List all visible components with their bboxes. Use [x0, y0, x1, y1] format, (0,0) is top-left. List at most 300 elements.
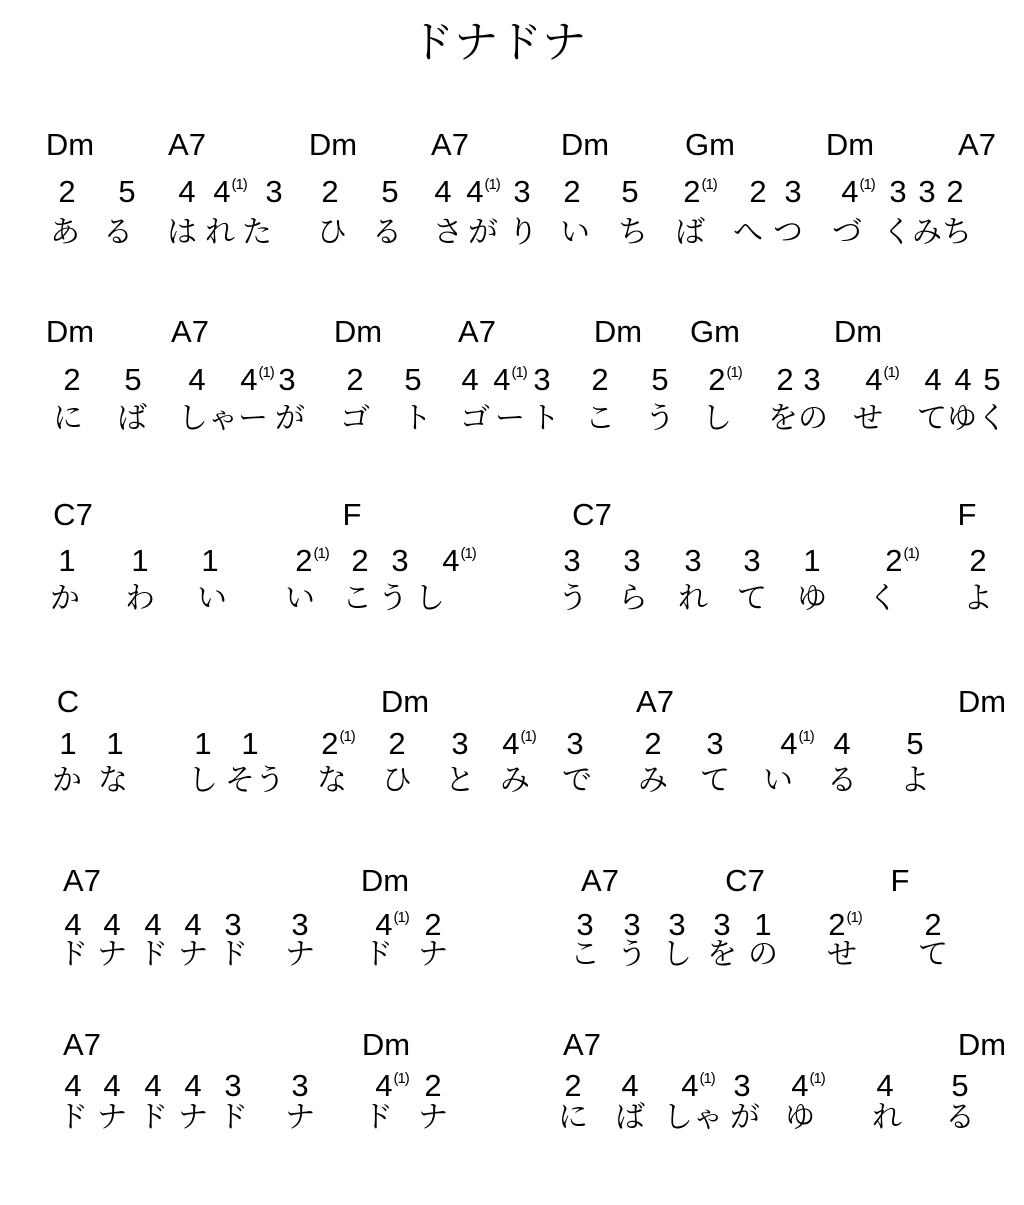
note-number-text: 1: [106, 725, 124, 761]
note-number-text: 5: [651, 361, 669, 397]
chord-label: [825, 126, 875, 162]
lyric-syllable-text: が: [468, 216, 498, 249]
lyric-syllable: [615, 1103, 645, 1133]
lyric-syllable: [737, 584, 767, 614]
note-number-text: 2: [828, 906, 846, 942]
lyric-syllable: [402, 404, 432, 434]
lyric-syllable-text: こ: [570, 938, 600, 971]
lyric-syllable: [617, 940, 647, 970]
lyric-syllable: [868, 584, 898, 614]
note-number-text: 1: [241, 725, 259, 761]
note-number-text: 4: [64, 1067, 82, 1103]
lyric-syllable-text: い: [560, 216, 590, 249]
fingering-annotation: (1): [701, 175, 717, 193]
fingering-annotation: (1): [484, 175, 500, 193]
note-number-text: 2: [924, 906, 942, 942]
chord-label: [458, 313, 496, 349]
chord-label-text: Dm: [593, 313, 643, 349]
note-number: [876, 1067, 894, 1103]
lyric-syllable: [178, 404, 238, 434]
note-number: [58, 173, 76, 209]
lyric-syllable-text: そう: [225, 764, 285, 797]
lyric-syllable: [117, 404, 147, 434]
chord-label: [45, 126, 95, 162]
lyric-syllable-text: ナ: [418, 938, 448, 971]
note-number-text: 3: [623, 542, 641, 578]
chord-label: [957, 496, 977, 532]
lyric-syllable: [947, 404, 977, 434]
chord-label: [833, 313, 883, 349]
note-number: [194, 725, 212, 761]
note-number-text: 2: [969, 542, 987, 578]
note-number-text: 4: [178, 173, 196, 209]
note-number: [321, 725, 355, 761]
lyric-syllable-text: な: [317, 764, 347, 797]
fingering-annotation: (1): [460, 544, 476, 562]
note-number-text: 3: [713, 906, 731, 942]
lyric-syllable: [468, 218, 498, 248]
lyric-syllable: [178, 940, 208, 970]
lyric-syllable: [827, 766, 857, 796]
note-number-text: 3: [513, 173, 531, 209]
note-number: [442, 542, 476, 578]
note-number-text: 3: [706, 725, 724, 761]
chord-label: [63, 1026, 101, 1062]
note-number-text: 4: [103, 1067, 121, 1103]
note-number: [713, 906, 731, 942]
lyric-syllable: [530, 404, 560, 434]
lyric-syllable-text: ト: [530, 402, 560, 435]
chord-label: [431, 126, 469, 162]
note-number: [754, 906, 772, 942]
lyric-syllable-text: ナ: [178, 1101, 208, 1134]
note-number: [321, 173, 339, 209]
lyric-syllable: [560, 218, 590, 248]
note-number-text: 3: [784, 173, 802, 209]
lyric-syllable: [570, 940, 600, 970]
lyric-syllable-text: う: [617, 938, 647, 971]
lyric-syllable: [285, 584, 315, 614]
lyric-syllable-text: ト: [402, 402, 432, 435]
lyric-syllable: [763, 766, 793, 796]
lyric-syllable-text: て: [917, 402, 947, 435]
lyric-syllable-text: に: [53, 402, 83, 435]
note-number: [241, 725, 259, 761]
lyric-syllable: [678, 584, 708, 614]
note-number-text: 4: [144, 1067, 162, 1103]
chord-label-text: A7: [958, 126, 996, 162]
note-number: [278, 361, 296, 397]
lyric-syllable-text: み: [500, 764, 530, 797]
note-number: [576, 906, 594, 942]
note-number-text: 1: [194, 725, 212, 761]
note-number-text: 5: [404, 361, 422, 397]
note-number: [533, 361, 551, 397]
lyric-syllable: [242, 218, 272, 248]
note-number: [889, 173, 907, 209]
chord-label-text: Dm: [825, 126, 875, 162]
note-number-text: 1: [201, 542, 219, 578]
lyric-syllable: [98, 766, 128, 796]
note-number-text: 4: [780, 725, 798, 761]
lyric-syllable-text: ー: [495, 402, 525, 435]
note-number-text: 4: [493, 361, 511, 397]
lyric-syllable: [700, 766, 730, 796]
lyric-syllable-text: し: [415, 582, 445, 615]
note-number-text: 2: [295, 542, 313, 578]
note-number: [684, 542, 702, 578]
note-number-text: 4: [621, 1067, 639, 1103]
lyric-syllable-text: よ: [963, 582, 993, 615]
lyric-syllable: [138, 940, 168, 970]
lyric-syllable-text: ゆ: [785, 1101, 815, 1134]
lyric-syllable: [963, 584, 993, 614]
note-number-text: 3: [684, 542, 702, 578]
lyric-syllable: [363, 940, 393, 970]
note-number: [708, 361, 742, 397]
note-number-text: 1: [754, 906, 772, 942]
note-number-text: 3: [278, 361, 296, 397]
note-number: [885, 542, 919, 578]
lyric-syllable: [832, 218, 862, 248]
note-number-text: 4: [375, 906, 393, 942]
lyric-syllable-text: り: [508, 216, 538, 249]
lyric-syllable: [618, 584, 648, 614]
lyric-syllable: [97, 1103, 127, 1133]
note-number: [240, 361, 274, 397]
note-number-text: 3: [391, 542, 409, 578]
chord-label-text: Dm: [957, 683, 1007, 719]
chord-label-text: Dm: [333, 313, 383, 349]
lyric-syllable-text: れ: [205, 216, 235, 249]
note-number: [644, 725, 662, 761]
chord-label: [380, 683, 430, 719]
lyric-syllable-text: う: [378, 582, 408, 615]
lyric-syllable-text: る: [372, 216, 402, 249]
lyric-syllable-text: れ: [678, 582, 708, 615]
lyric-syllable: [138, 1103, 168, 1133]
note-number: [224, 906, 242, 942]
lyric-syllable: [197, 584, 227, 614]
note-number-text: 4: [833, 725, 851, 761]
lyric-syllable: [178, 1103, 208, 1133]
lyric-syllable-text: こ: [585, 402, 615, 435]
note-number: [404, 361, 422, 397]
note-number: [213, 173, 247, 209]
lyric-syllable: [340, 404, 370, 434]
note-number-text: 4: [213, 173, 231, 209]
lyric-syllable-text: ド: [138, 1101, 168, 1134]
note-number: [184, 906, 202, 942]
chord-label-text: A7: [63, 1026, 101, 1062]
lyric-syllable: [433, 218, 463, 248]
chord-label: [685, 126, 735, 162]
lyric-syllable-text: が: [275, 402, 305, 435]
lyric-syllable: [125, 584, 155, 614]
lyric-syllable-text: ひ: [317, 216, 347, 249]
note-number-text: 4: [681, 1067, 699, 1103]
lyric-syllable-text: で: [562, 764, 592, 797]
chord-label: [63, 862, 101, 898]
chord-label: [45, 313, 95, 349]
chord-label-text: F: [890, 862, 910, 898]
note-number-text: 4: [144, 906, 162, 942]
note-number-text: 2: [321, 725, 339, 761]
note-number: [865, 361, 899, 397]
note-number: [103, 1067, 121, 1103]
chord-label-text: A7: [171, 313, 209, 349]
lyric-syllable: [445, 766, 475, 796]
note-number-text: 2: [424, 906, 442, 942]
note-number-text: 3: [803, 361, 821, 397]
chord-label-text: A7: [581, 862, 619, 898]
note-number-text: 3: [743, 542, 761, 578]
chord-label-text: Gm: [685, 126, 735, 162]
lyric-syllable-text: ば: [117, 402, 147, 435]
fingering-annotation: (1): [511, 363, 527, 381]
chord-label: [333, 313, 383, 349]
chord-label: [56, 683, 80, 719]
chord-label-text: C7: [53, 496, 93, 532]
note-number-text: 2: [58, 173, 76, 209]
lyric-syllable-text: こ: [342, 582, 372, 615]
note-number: [780, 725, 814, 761]
lyric-syllable: [97, 940, 127, 970]
lyric-syllable: [52, 766, 82, 796]
lyric-syllable-text: ナ: [418, 1101, 448, 1134]
lyric-syllable-text: の: [748, 938, 778, 971]
lyric-syllable: [882, 218, 912, 248]
note-number-text: 3: [451, 725, 469, 761]
note-number: [351, 542, 369, 578]
lyric-syllable-text: し: [188, 764, 218, 797]
fingering-annotation: (1): [883, 363, 899, 381]
lyric-syllable: [638, 766, 668, 796]
note-number-text: 3: [291, 1067, 309, 1103]
note-number-text: 2: [708, 361, 726, 397]
lyric-syllable: [372, 218, 402, 248]
chord-label: [957, 683, 1007, 719]
lyric-syllable-text: ナ: [285, 1101, 315, 1134]
note-number-text: 4: [442, 542, 460, 578]
lyric-syllable-text: ナ: [97, 938, 127, 971]
note-number: [375, 906, 409, 942]
note-number: [651, 361, 669, 397]
note-number: [502, 725, 536, 761]
chord-label: [563, 1026, 601, 1062]
note-number: [918, 173, 936, 209]
note-number-text: 4: [103, 906, 121, 942]
lyric-syllable-text: つ: [773, 216, 803, 249]
lyric-syllable: [702, 404, 732, 434]
note-number: [841, 173, 875, 209]
lyric-syllable: [748, 940, 778, 970]
chord-label: [958, 126, 996, 162]
chord-label: [560, 126, 610, 162]
lyric-syllable-text: い: [197, 582, 227, 615]
lyric-syllable: [418, 1103, 448, 1133]
chord-label: [360, 862, 410, 898]
lyric-syllable: [508, 218, 538, 248]
note-number: [381, 173, 399, 209]
lyric-syllable: [275, 404, 305, 434]
note-number: [983, 361, 1001, 397]
fingering-annotation: (1): [846, 908, 862, 926]
note-number: [621, 173, 639, 209]
note-number: [461, 361, 479, 397]
note-number: [201, 542, 219, 578]
lyric-syllable: [418, 940, 448, 970]
chord-label-text: A7: [563, 1026, 601, 1062]
note-number: [791, 1067, 825, 1103]
note-number: [291, 1067, 309, 1103]
lyric-syllable: [285, 940, 315, 970]
note-number: [63, 361, 81, 397]
lyric-syllable-text: い: [763, 764, 793, 797]
note-number-text: 2: [776, 361, 794, 397]
note-number: [743, 542, 761, 578]
chord-label-text: A7: [63, 862, 101, 898]
lyric-syllable: [53, 404, 83, 434]
note-number: [924, 361, 942, 397]
lyric-syllable-text: て: [918, 938, 948, 971]
chord-label-text: C: [56, 683, 80, 719]
lyric-syllable: [645, 404, 675, 434]
chord-label-text: Dm: [833, 313, 883, 349]
note-number: [184, 1067, 202, 1103]
chord-label: [581, 862, 619, 898]
chord-label-text: Dm: [380, 683, 430, 719]
note-number-text: 4: [188, 361, 206, 397]
chord-label: [168, 126, 206, 162]
lyric-syllable: [382, 766, 412, 796]
lyric-syllable-text: く: [977, 402, 1007, 435]
note-number: [424, 906, 442, 942]
note-number-text: 3: [533, 361, 551, 397]
song-title: ドナドナ: [410, 18, 586, 67]
lyric-syllable-text: く: [868, 582, 898, 615]
lyric-syllable: [917, 404, 947, 434]
lyric-syllable-text: る: [103, 216, 133, 249]
note-number: [224, 1067, 242, 1103]
note-number-text: 2: [63, 361, 81, 397]
note-number: [946, 173, 964, 209]
note-number-text: 4: [184, 906, 202, 942]
note-number-text: 5: [118, 173, 136, 209]
note-number: [451, 725, 469, 761]
note-number-text: 3: [265, 173, 283, 209]
note-number: [563, 542, 581, 578]
note-number-text: 2: [388, 725, 406, 761]
lyric-syllable-text: て: [737, 582, 767, 615]
note-number: [733, 1067, 751, 1103]
note-number: [64, 1067, 82, 1103]
note-number-text: 4: [240, 361, 258, 397]
note-number-text: 2: [885, 542, 903, 578]
note-number-text: 5: [906, 725, 924, 761]
note-number-text: 2: [591, 361, 609, 397]
lyric-syllable-text: が: [730, 1101, 760, 1134]
lyric-syllable: [225, 766, 285, 796]
chord-label-text: A7: [431, 126, 469, 162]
note-number-text: 5: [951, 1067, 969, 1103]
note-number: [178, 173, 196, 209]
lyric-syllable: [853, 404, 883, 434]
note-number-text: 1: [58, 542, 76, 578]
chord-label-text: Dm: [308, 126, 358, 162]
note-number: [776, 361, 794, 397]
note-number: [906, 725, 924, 761]
lyric-syllable: [768, 404, 798, 434]
lyric-syllable: [188, 766, 218, 796]
fingering-annotation: (1): [809, 1069, 825, 1087]
note-number: [564, 1067, 582, 1103]
chord-label: [890, 862, 910, 898]
note-number: [621, 1067, 639, 1103]
note-number: [784, 173, 802, 209]
lyric-syllable-text: へ: [733, 216, 763, 249]
note-number: [513, 173, 531, 209]
lyric-syllable-text: しゃ: [663, 1101, 723, 1134]
note-number: [706, 725, 724, 761]
note-number: [144, 1067, 162, 1103]
chord-label-text: Dm: [360, 862, 410, 898]
note-number: [683, 173, 717, 209]
note-number: [131, 542, 149, 578]
note-number-text: 2: [351, 542, 369, 578]
note-number-text: 4: [924, 361, 942, 397]
lyric-syllable: [798, 404, 828, 434]
lyric-syllable: [50, 218, 80, 248]
lyric-syllable-text: ゆ: [947, 402, 977, 435]
chord-label-text: C7: [725, 862, 765, 898]
note-number-text: 4: [865, 361, 883, 397]
lyric-syllable: [900, 766, 930, 796]
lyric-syllable-text: あ: [50, 216, 80, 249]
lyric-syllable: [205, 218, 235, 248]
lyric-syllable: [342, 584, 372, 614]
fingering-annotation: (1): [393, 1069, 409, 1087]
note-number-text: 2: [564, 1067, 582, 1103]
note-number: [681, 1067, 715, 1103]
lyric-syllable-text: う: [558, 582, 588, 615]
note-number: [375, 1067, 409, 1103]
lyric-syllable-text: を: [707, 938, 737, 971]
lyric-syllable: [797, 584, 827, 614]
lyric-syllable: [663, 1103, 723, 1133]
fingering-annotation: (1): [520, 727, 536, 745]
note-number-text: 4: [502, 725, 520, 761]
note-number-text: 3: [576, 906, 594, 942]
note-number-text: 1: [131, 542, 149, 578]
lyric-syllable-text: み: [912, 216, 942, 249]
lyric-syllable-text: ひ: [382, 764, 412, 797]
lyric-syllable-text: ド: [363, 1101, 393, 1134]
lyric-syllable-text: ば: [615, 1101, 645, 1134]
fingering-annotation: (1): [258, 363, 274, 381]
lyric-syllable: [977, 404, 1007, 434]
lyric-syllable-text: ド: [218, 938, 248, 971]
lyric-syllable: [415, 584, 445, 614]
lyric-syllable: [495, 404, 525, 434]
lyric-syllable-text: しゃ: [178, 402, 238, 435]
note-number-text: 4: [434, 173, 452, 209]
lyric-syllable: [733, 218, 763, 248]
lyric-syllable: [945, 1103, 975, 1133]
note-number: [833, 725, 851, 761]
note-number-text: 3: [563, 542, 581, 578]
chord-label-text: A7: [458, 313, 496, 349]
